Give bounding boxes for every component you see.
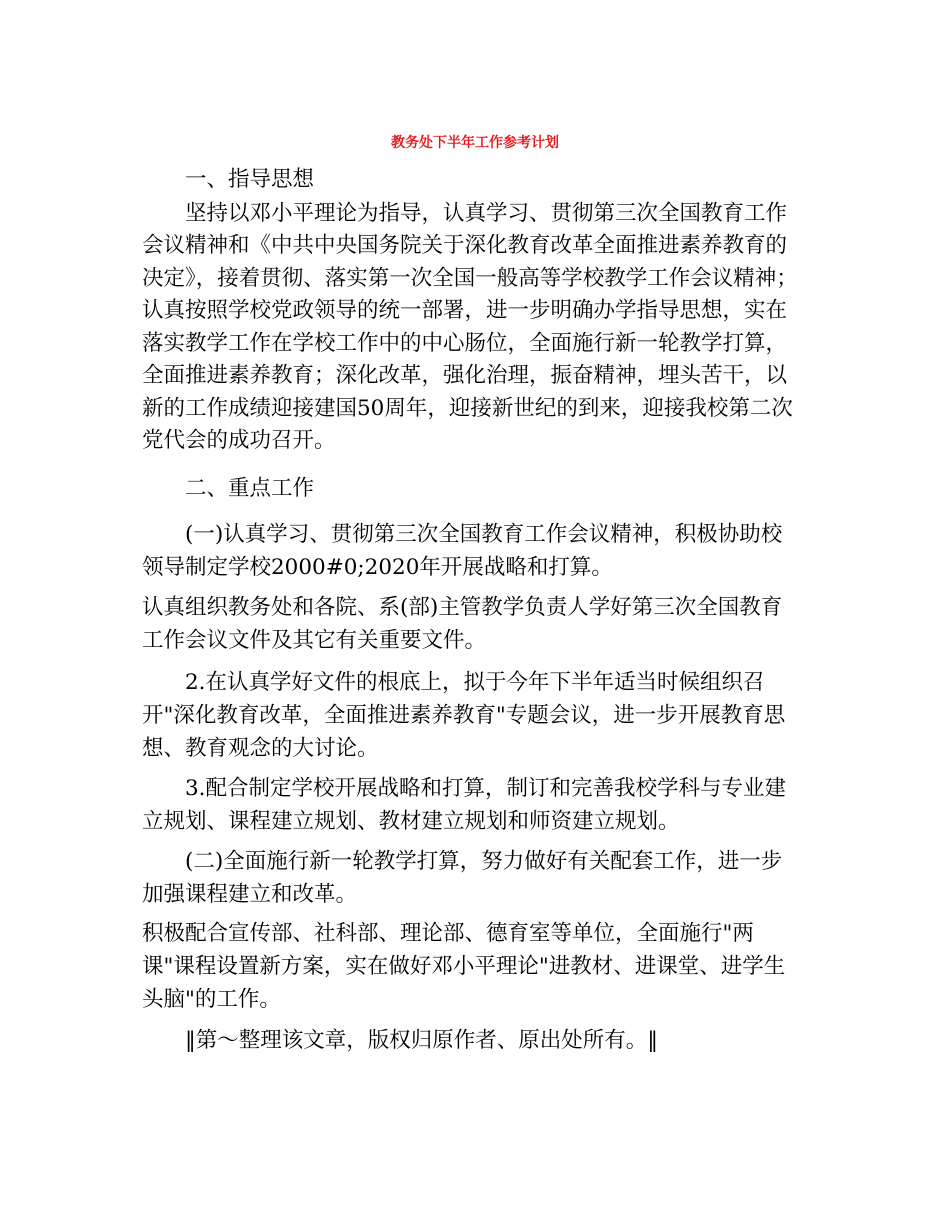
paragraph-line: 认真组织教务处和各院、系(部)主管教学负责人学好第三次全国教育 — [142, 595, 783, 620]
paragraph-line: 立规划、课程建立规划、教材建立规划和师资建立规划。 — [142, 809, 680, 834]
paragraph-line: 2.在认真学好文件的根底上，拟于今年下半年适当时候组织召 — [185, 670, 765, 695]
paragraph-line: 落实教学工作在学校工作中的中心肠位，全面施行新一轮教学打算， — [142, 331, 788, 356]
paragraph-line: 课"课程设置新方案，实在做好邓小平理论"进教材、进课堂、进学生 — [142, 954, 786, 979]
heading-key-work: 二、重点工作 — [185, 476, 315, 501]
paragraph-line: 积极配合宣传部、社科部、理论部、德育室等单位，全面施行"两 — [142, 921, 754, 946]
paragraph-line: 加强课程建立和改革。 — [142, 882, 358, 907]
paragraph-line: 党代会的成功召开。 — [142, 428, 336, 453]
paragraph-line: 头脑"的工作。 — [142, 987, 281, 1012]
paragraph-line: (二)全面施行新一轮教学打算，努力做好有关配套工作，进一步 — [185, 849, 783, 874]
paragraph-line: 领导制定学校2000#0;2020年开展战略和打算。 — [142, 555, 613, 580]
document-title: 教务处下半年工作参考计划 — [391, 135, 559, 151]
paragraph-line: 全面推进素养教育；深化改革，强化治理，振奋精神，埋头苦干，以 — [142, 363, 788, 388]
paragraph-line: 新的工作成绩迎接建国50周年，迎接新世纪的到来，迎接我校第二次 — [142, 396, 793, 421]
paragraph-line: 认真按照学校党政领导的统一部署，进一步明确办学指导思想，实在 — [142, 298, 788, 323]
paragraph-line: 3.配合制定学校开展战略和打算，制订和完善我校学科与专业建 — [185, 776, 787, 801]
paragraph-line: 想、教育观念的大讨论。 — [142, 736, 379, 761]
paragraph-line: 决定》，接着贯彻、落实第一次全国一般高等学校教学工作会议精神； — [142, 266, 798, 291]
paragraph-line: 开"深化教育改革，全面推进素养教育"专题会议，进一步开展教育思 — [142, 703, 786, 728]
paragraph-line: (一)认真学习、贯彻第三次全国教育工作会议精神，积极协助校 — [185, 522, 783, 547]
heading-guiding-ideology: 一、指导思想 — [185, 167, 315, 192]
paragraph-line: 会议精神和《中共中央国务院关于深化教育改革全面推进素养教育的 — [142, 233, 788, 258]
copyright-notice: ‖第～整理该文章，版权归原作者、原出处所有。‖ — [185, 1028, 659, 1053]
paragraph-line: 坚持以邓小平理论为指导，认真学习、贯彻第三次全国教育工作 — [185, 201, 788, 226]
paragraph-line: 工作会议文件及其它有关重要文件。 — [142, 628, 487, 653]
